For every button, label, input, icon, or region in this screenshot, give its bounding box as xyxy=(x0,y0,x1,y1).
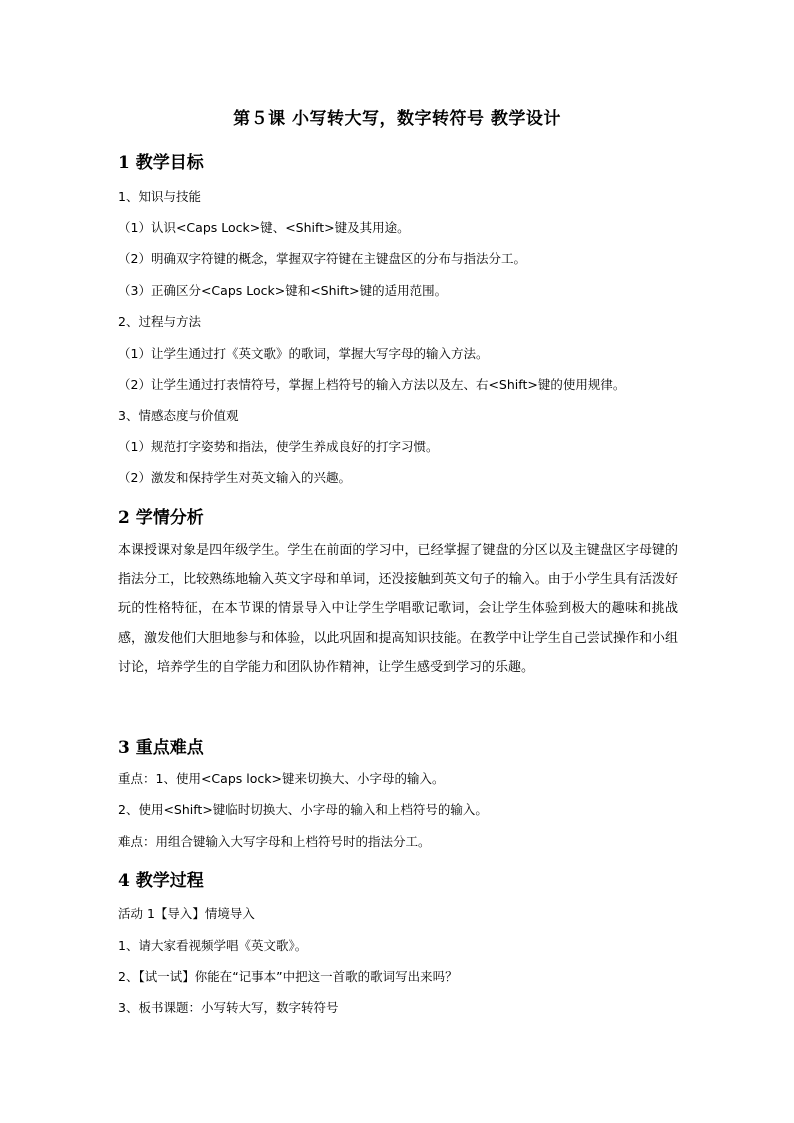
text-line: 2、使用<Shift>键临时切换大、小字母的输入和上档符号的输入。 xyxy=(118,802,488,817)
text-line: （1）让学生通过打《英文歌》的歌词，掌握大写字母的输入方法。 xyxy=(118,346,489,361)
analysis-paragraph: 本课授课对象是四年级学生。学生在前面的学习中，已经掌握了键盘的分区以及主键盘区字母键的指法分工，比较熟练地输入英文字母和单词，还没接触到英文句子的输入。由于小学生具有活泼好玩的性格特征，在本节课的情景导入中让学生学唱歌记歌词，会让学生体验到极大的趣味和挑战感，激发他们大胆地参与和体验，以此巩固和提高知识技能。在教学中让学生自己尝试操作和小组讨论，培养学生的自学能力和团队协作精神，让学生感受到学习的乐趣。 xyxy=(118,543,678,675)
section-heading-objectives: 1 教学目标 xyxy=(118,153,204,173)
text-line: 活动 1【导入】情境导入 xyxy=(118,906,255,921)
text-line: 3、板书课题：小写转大写，数字转符号 xyxy=(118,1000,339,1015)
text-line: 2、过程与方法 xyxy=(118,314,201,329)
text-line: （2）明确双字符键的概念，掌握双字符键在主键盘区的分布与指法分工。 xyxy=(118,251,526,266)
document-title: 第５课 小写转大写，数字转符号 教学设计 xyxy=(233,109,561,129)
text-line: （2）让学生通过打表情符号，掌握上档符号的输入方法以及左、右<Shift>键的使用规律。 xyxy=(118,377,626,392)
section-heading-analysis: 2 学情分析 xyxy=(118,508,204,528)
text-line: （1）认识<Caps Lock>键、<Shift>键及其用途。 xyxy=(118,220,410,235)
section-heading-key-points: 3 重点难点 xyxy=(118,738,204,758)
text-line: 3、情感态度与价值观 xyxy=(118,408,239,423)
text-line: （3）正确区分<Caps Lock>键和<Shift>键的适用范围。 xyxy=(118,283,448,298)
text-line: （1）规范打字姿势和指法，使学生养成良好的打字习惯。 xyxy=(118,439,439,454)
text-line: 2、【试一试】你能在“记事本”中把这一首歌的歌词写出来吗？ xyxy=(118,969,458,984)
section-heading-process: 4 教学过程 xyxy=(118,871,204,891)
text-line: 1、知识与技能 xyxy=(118,189,201,204)
text-line: 1、请大家看视频学唱《英文歌》。 xyxy=(118,938,308,953)
text-line: 难点：用组合键输入大写字母和上档符号时的指法分工。 xyxy=(118,834,431,849)
text-line: 重点：1、使用<Caps lock>键来切换大、小字母的输入。 xyxy=(118,771,445,786)
text-line: （2）激发和保持学生对英文输入的兴趣。 xyxy=(118,470,351,485)
